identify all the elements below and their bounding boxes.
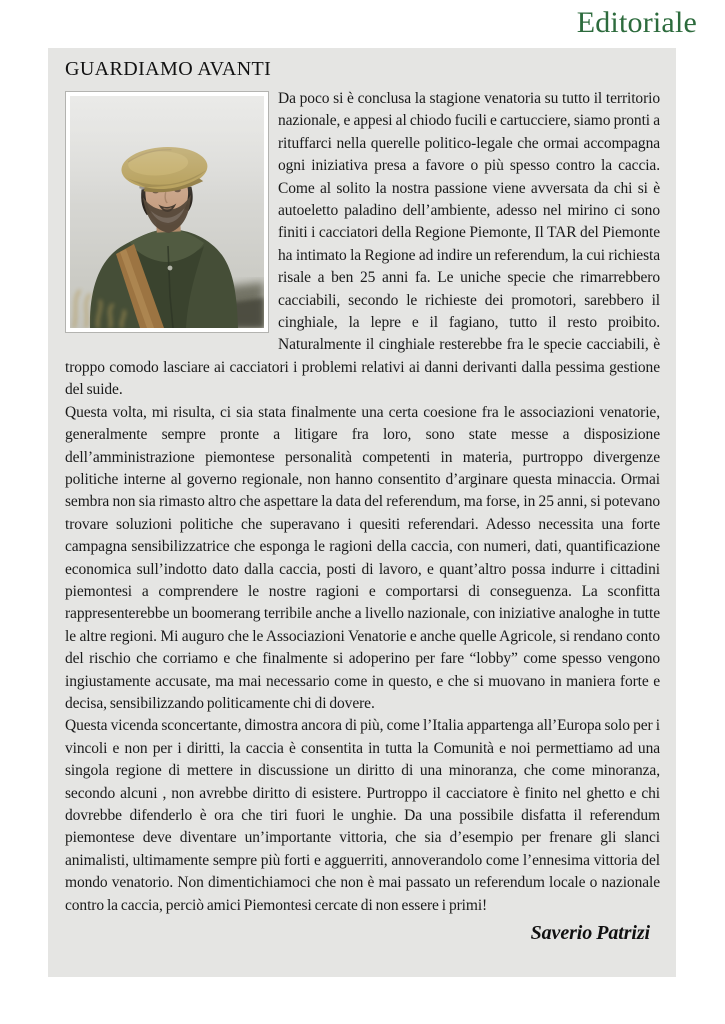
hunter-portrait-image bbox=[70, 96, 264, 328]
article-paragraph-1: Da poco si è conclusa la stagione venatoria su tutto il territorio nazionale, e appesi al chiodo fucili e cartucciere, siamo pronti a rituffarci nella querelle politico-legale che ormai accompagna ogni iniziativa presa a favore o più spesso contro la caccia. Come al solito la nostra passione viene avversata da chi si è autoeletto paladino dell’ambiente, adesso nel mirino ci sono finiti i cacciatori della Regione Piemonte, Il TAR del Piemonte ha intimato la Regione ad indire un referendum, la cui richiesta risale a ben 25 anni fa. Le uniche specie che rimarrebbero cacciabili, secondo le richieste dei promotori, sarebbero il cinghiale, la lepre e il fagiano, tutto il resto proibito. Naturalmente il cinghiale resterebbe fra le specie cacciabili, è troppo comodo lasciare ai cacciatori i problemi relativi ai danni derivanti dalla pessima gestione del suide. bbox=[65, 90, 660, 399]
author-signature: Saverio Patrizi bbox=[530, 922, 650, 945]
article-title: GUARDIAMO AVANTI bbox=[65, 58, 272, 80]
article-paragraph-3: Questa vicenda sconcertante, dimostra ancora di più, come l’Italia appartenga all’Europa solo per i vincoli e non per i diritti, la caccia è consentita in tutta la Comunità e noi permettiamo ad una singola regione di mettere in discussione un diritto di una minoranza, che come minoranza, secondo alcuni , non avrebbe diritto di esistere. Purtroppo il cacciatore è finito nel ghetto e chi dovrebbe difenderlo è ora che tiri fuori le unghie. Da una possibile disfatta il referendum piemontese deve diventare un’importante vittoria, che sia d’esempio per frenare gli slanci animalisti, ultimamente sempre più forti e agguerriti, annoverandolo come l’ennesima vittoria del mondo venatorio. Non dimentichiamoci che non è mai passato un referendum locale o nazionale contro la caccia, perciò amici Piemontesi cercate di non essere i primi! bbox=[65, 717, 660, 914]
article-body bbox=[57, 88, 666, 944]
section-heading: Editoriale bbox=[576, 6, 697, 39]
author-photo bbox=[65, 91, 269, 333]
article-box bbox=[48, 48, 676, 977]
article-paragraph-2: Questa volta, mi risulta, ci sia stata finalmente una certa coesione fra le associazioni venatorie, generalmente sempre pronte a litigare fra loro, sono state messe a disposizione dell’amministrazione piemontese personalità competenti in materia, purtroppo divergenze politiche interne al governo regionale, non hanno consentito d’arginare questa minaccia. Ormai sembra non sia rimasto altro che aspettare la data del referendum, ma forse, in 25 anni, si potevano trovare soluzioni politiche che superavano i quesiti referendari. Adesso necessita una forte campagna sensibilizzatrice che esponga le ragioni della caccia, con numeri, dati, quantificazione economica sull’indotto dato dalla caccia, posti di lavoro, e quant’altro possa indurre i cittadini piemontesi a comprendere le nostre ragioni e comportarsi di conseguenza. La sconfitta rappresenterebbe un boomerang terribile anche a livello nazionale, con iniziative analoghe in tutte le altre regioni. Mi auguro che le Associazioni Venatorie e anche quelle Agricole, si rendano conto del rischio che corriamo e che finalmente si adoperino per fare “lobby” come spesso vengono ingiustamente accusate, ma mai necessario come in questo, e che si muovano in maniera forte e decisa, sensibilizzando politicamente chi di dovere. bbox=[65, 403, 660, 712]
